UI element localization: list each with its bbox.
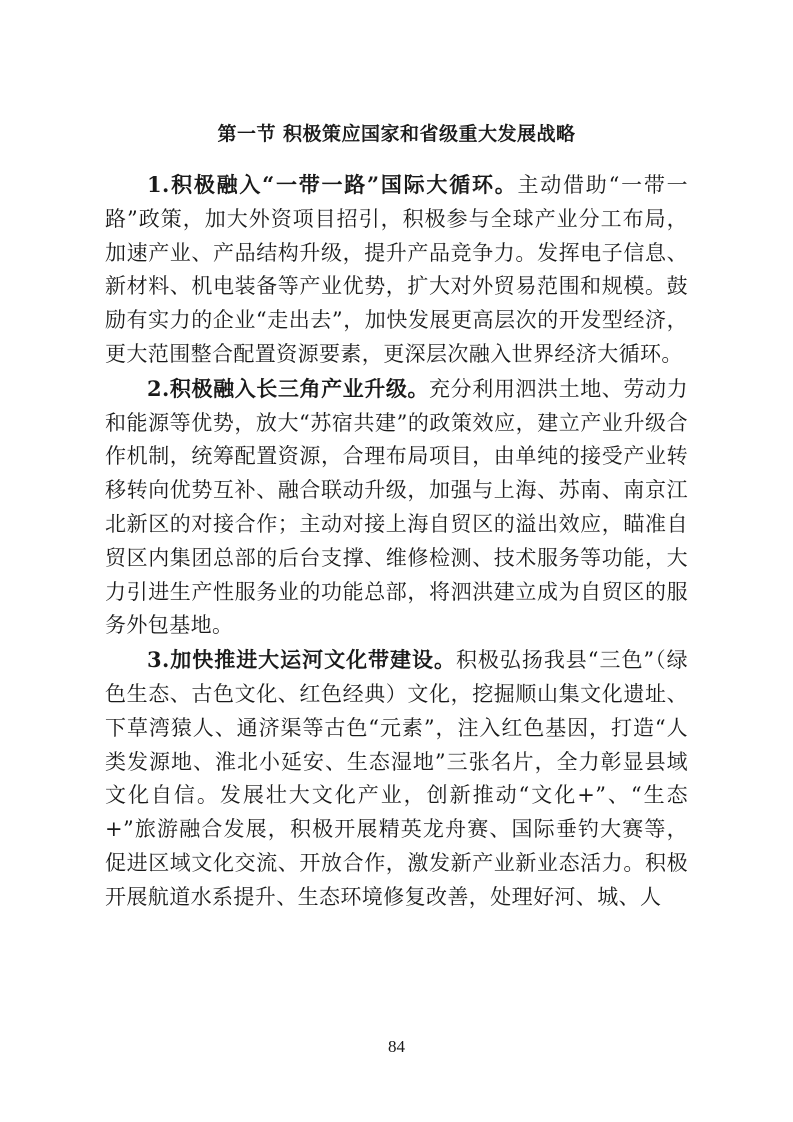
page-number: 84 <box>388 1037 405 1056</box>
paragraph-belt-and-road <box>105 168 688 372</box>
section-title: 第一节 积极策应国家和省级重大发展战略 <box>217 123 576 145</box>
paragraph-text: 主动借助“一带一路”政策，加大外资项目招引，积极参与全球产业分工布局，加速产业、产品结构升级，提升产品竞争力。发挥电子信息、新材料、机电装备等产业优势，扩大对外贸易范围和规模。鼓励有实力的企业“走出去”，加快发展更高层次的开发型经济，更大范围整合配置资源要素，更深层次融入世界经济大循环。 <box>105 173 688 366</box>
paragraph-yangtze-delta <box>105 372 688 643</box>
paragraph-lead: 3.加快推进大运河文化带建设。 <box>147 647 456 673</box>
paragraph-lead: 1.积极融入“一带一路”国际大循环。 <box>147 172 518 197</box>
paragraph-lead: 2.积极融入长三角产业升级。 <box>147 375 430 401</box>
body-text <box>105 168 688 915</box>
paragraph-text: 积极弘扬我县“三色”（绿色生态、古色文化、红色经典）文化，挖掘顺山集文化遗址、下草湾猿人、通济渠等古色“元素”，注入红色基因，打造“人类发源地、淮北小延安、生态湿地”三张名片，全力彰显县域文化自信。发展壮大文化产业，创新推动“文化+”、“生态+”旅游融合发展，积极开展精英龙舟赛、国际垂钓大赛等，促进区域文化交流、开放合作，激发新产业新业态活力。积极开展航道水系提升、生态环境修复改善，处理好河、城、人 <box>105 648 688 909</box>
paragraph-grand-canal <box>105 643 688 914</box>
paragraph-text: 充分利用泗洪土地、劳动力和能源等优势，放大“苏宿共建”的政策效应，建立产业升级合作机制，统筹配置资源，合理布局项目，由单纯的接受产业转移转向优势互补、融合联动升级，加强与上海、苏南、南京江北新区的对接合作；主动对接上海自贸区的溢出效应，瞄准自贸区内集团总部的后台支撑、维修检测、技术服务等功能，大力引进生产性服务业的功能总部，将泗洪建立成为自贸区的服务外包基地。 <box>105 376 688 638</box>
